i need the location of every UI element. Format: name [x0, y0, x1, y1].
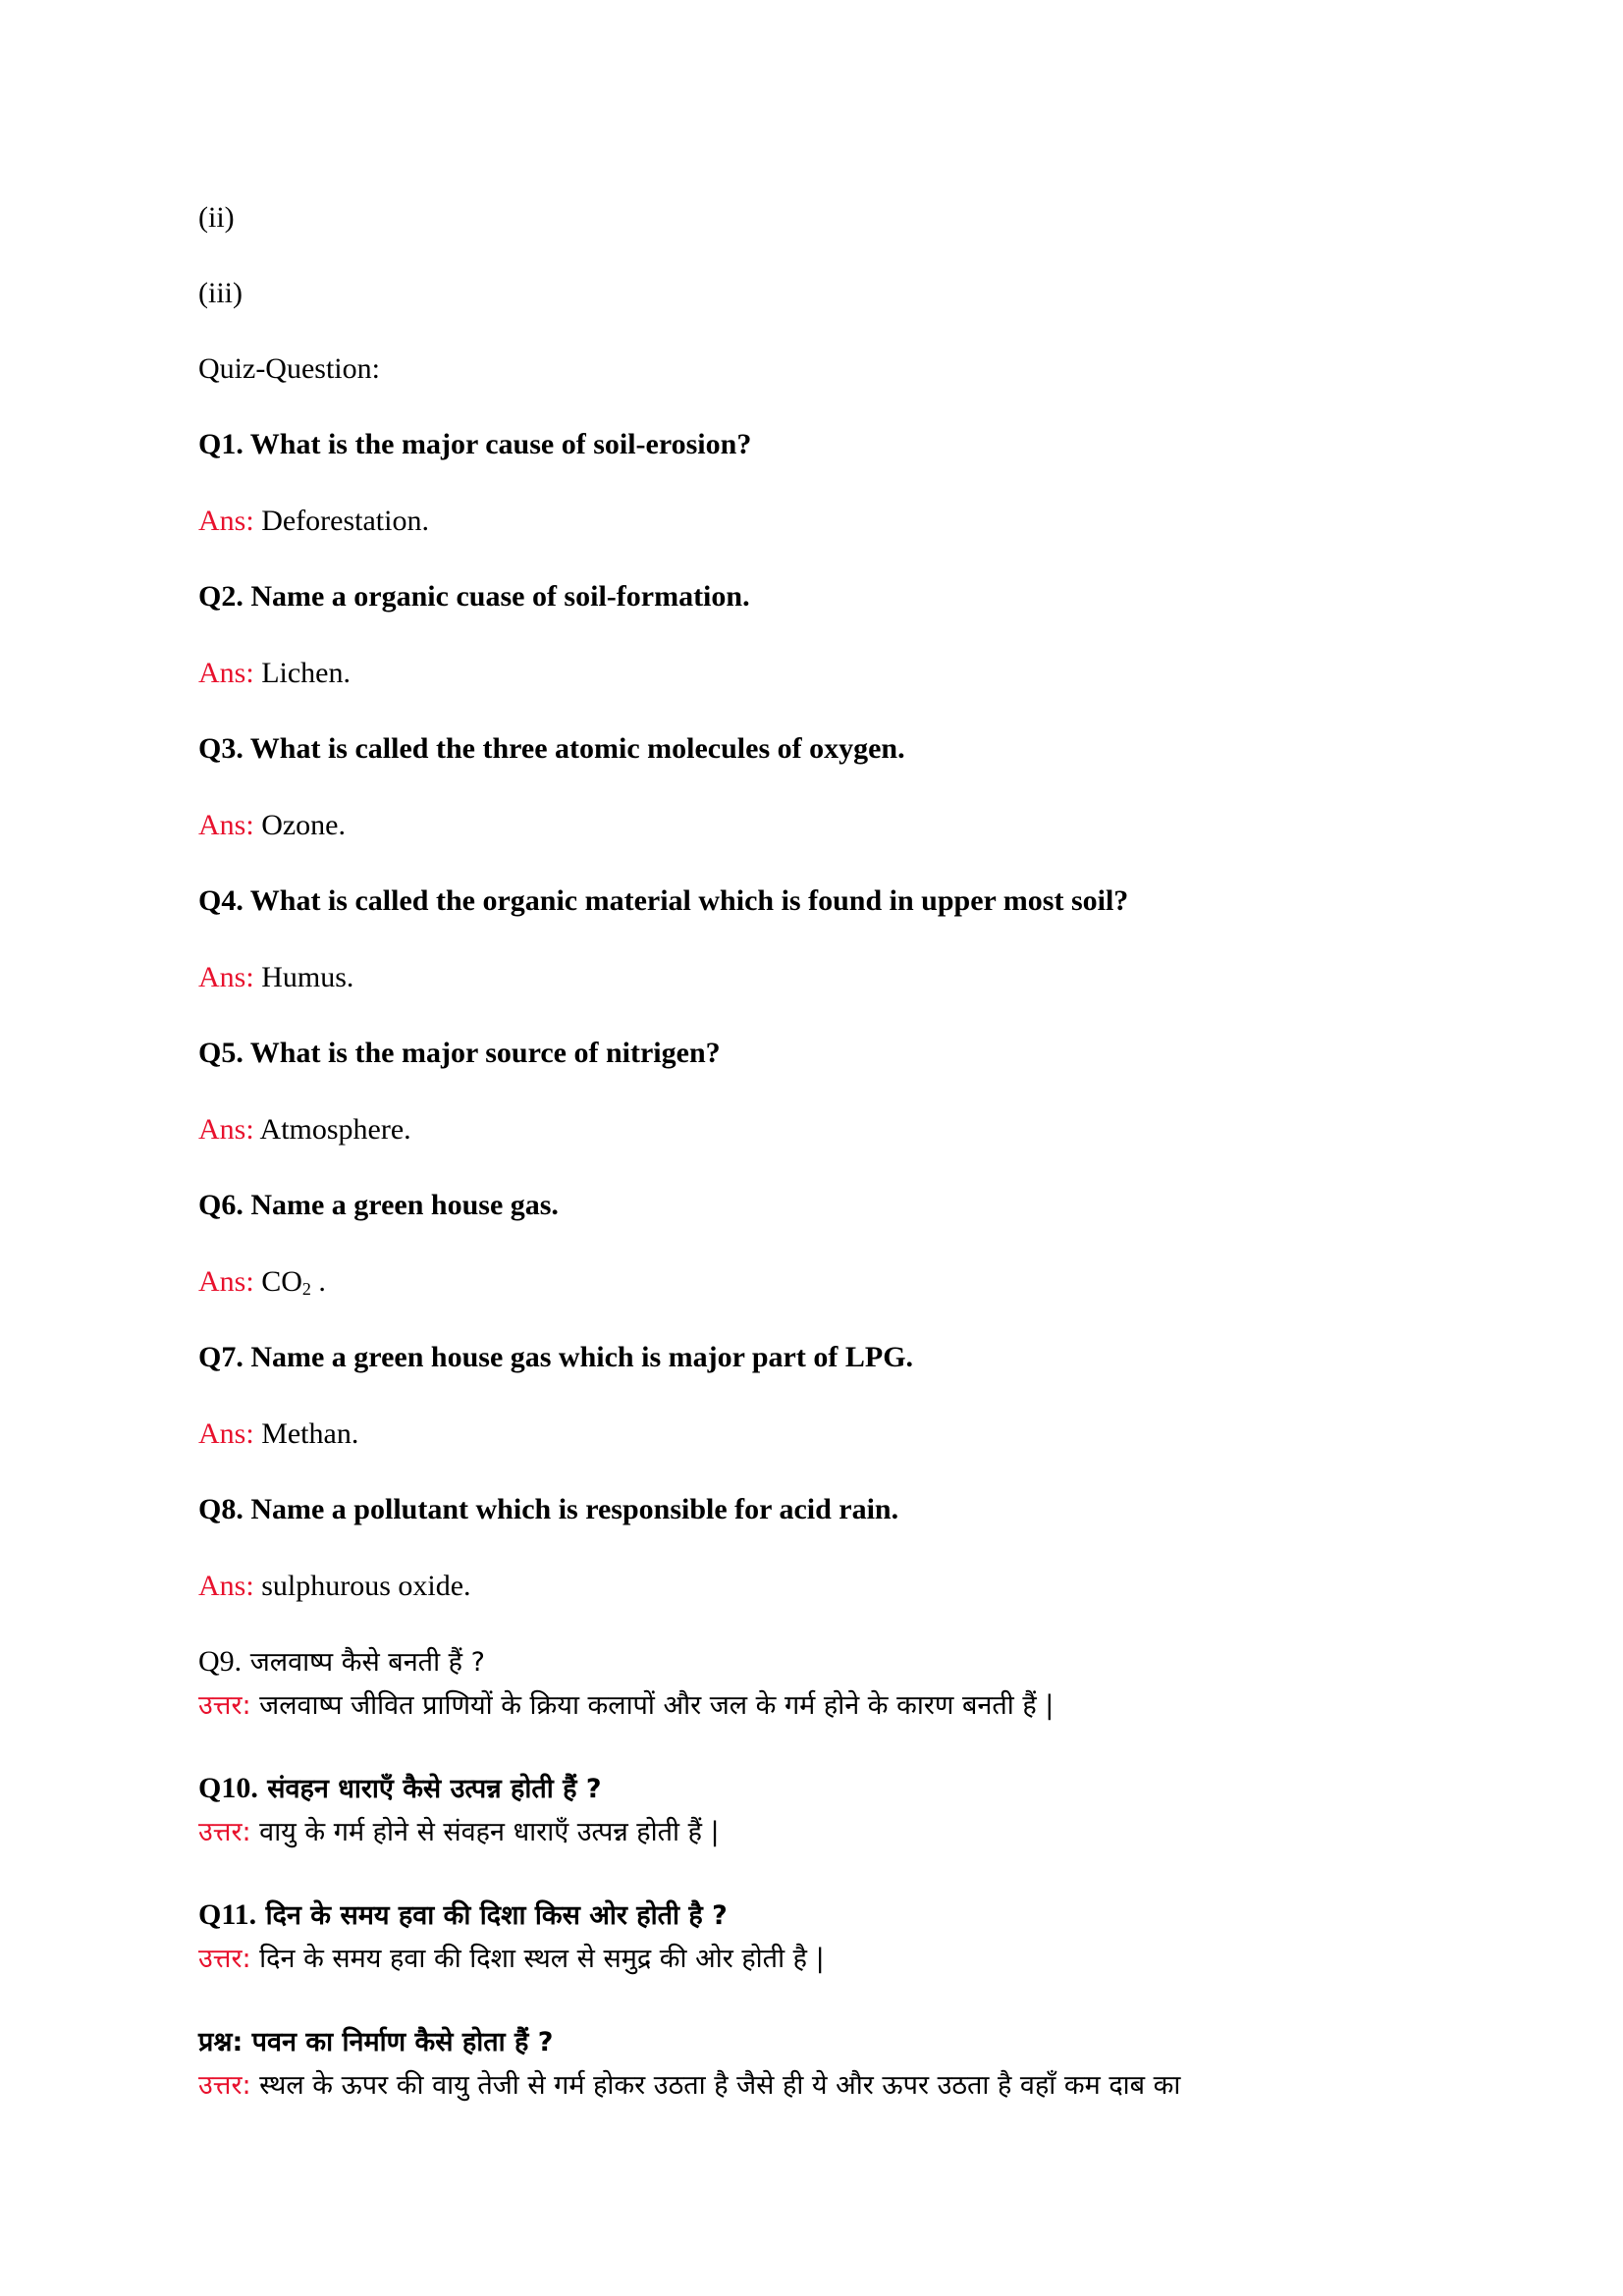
answer-label: Ans: [198, 809, 254, 841]
answer-label: उत्तर: [198, 2070, 251, 2101]
answer-text: Methan. [261, 1417, 359, 1450]
answer-4 [198, 958, 353, 997]
question-number: Q9. [198, 1645, 243, 1678]
question-text: जलवाष्प कैसे बनती हैं ? [242, 1647, 485, 1678]
section-heading: Quiz-Question: [198, 352, 380, 385]
answer-tail: . [310, 1265, 326, 1298]
question-wind-formation [198, 2022, 553, 2062]
question-10 [198, 1769, 602, 1809]
list-item-ii: (ii) [198, 201, 235, 234]
answer-7 [198, 1415, 358, 1454]
question-2: Q2. Name a organic cuase of soil-formation. [198, 580, 750, 613]
question-3: Q3. What is called the three atomic molecules of oxygen. [198, 732, 905, 765]
answer-text: स्थल के ऊपर की वायु तेजी से गर्म होकर उठता है जैसे ही ये और ऊपर उठता है वहाँ कम दाब का [250, 2070, 1181, 2101]
question-text: प्रश्न: पवन का निर्माण कैसे होता हैं ? [198, 2027, 554, 2057]
answer-label: Ans: [198, 505, 254, 537]
answer-3 [198, 806, 346, 845]
answer-text: Humus. [261, 961, 354, 993]
question-number: Q10. [198, 1772, 258, 1804]
question-number: Q11. [198, 1898, 257, 1931]
question-7: Q7. Name a green house gas which is major part of LPG. [198, 1341, 914, 1373]
question-11 [198, 1896, 728, 1936]
answer-1 [198, 502, 429, 541]
answer-label: Ans: [198, 1570, 254, 1602]
list-item-iii: (iii) [198, 277, 243, 309]
answer-text: sulphurous oxide. [261, 1570, 471, 1602]
question-4: Q4. What is called the organic material which is found in upper most soil? [198, 884, 1129, 917]
answer-label: Ans: [198, 961, 254, 993]
answer-text: Deforestation. [261, 505, 429, 537]
answer-wind-formation [198, 2065, 1180, 2106]
question-text: दिन के समय हवा की दिशा किस ओर होती है ? [256, 1900, 728, 1931]
question-5: Q5. What is the major source of nitrigen? [198, 1037, 721, 1069]
answer-9 [198, 1685, 1054, 1726]
answer-label: Ans: [198, 657, 254, 689]
question-1: Q1. What is the major cause of soil-erosion? [198, 428, 752, 460]
answer-subscript: 2 [301, 1279, 311, 1299]
question-9 [198, 1642, 485, 1682]
answer-text: Ozone. [261, 809, 346, 841]
answer-label: उत्तर: [198, 1690, 251, 1721]
question-8: Q8. Name a pollutant which is responsible for acid rain. [198, 1493, 899, 1525]
answer-6 [198, 1262, 326, 1308]
answer-text: Atmosphere. [259, 1113, 411, 1146]
answer-text: वायु के गर्म होने से संवहन धाराएँ उत्पन्न होती हैं | [250, 1817, 720, 1847]
answer-label: उत्तर: [198, 1944, 251, 1974]
answer-8 [198, 1567, 471, 1606]
answer-text: CO [261, 1265, 302, 1298]
answer-text: दिन के समय हवा की दिशा स्थल से समुद्र की ओर होती है | [250, 1944, 825, 1974]
answer-label: Ans: [198, 1417, 254, 1450]
answer-label: उत्तर: [198, 1817, 251, 1847]
answer-2 [198, 654, 351, 693]
answer-text: Lichen. [261, 657, 351, 689]
answer-10 [198, 1812, 720, 1852]
answer-label: Ans: [198, 1113, 254, 1146]
answer-11 [198, 1939, 825, 1979]
answer-label: Ans: [198, 1265, 254, 1298]
answer-text: जलवाष्प जीवित प्राणियों के क्रिया कलापों और जल के गर्म होने के कारण बनती हैं | [250, 1690, 1055, 1721]
answer-5 [198, 1110, 411, 1149]
question-text: संवहन धाराएँ कैसे उत्पन्न होती हैं ? [257, 1774, 602, 1804]
question-6: Q6. Name a green house gas. [198, 1189, 559, 1221]
